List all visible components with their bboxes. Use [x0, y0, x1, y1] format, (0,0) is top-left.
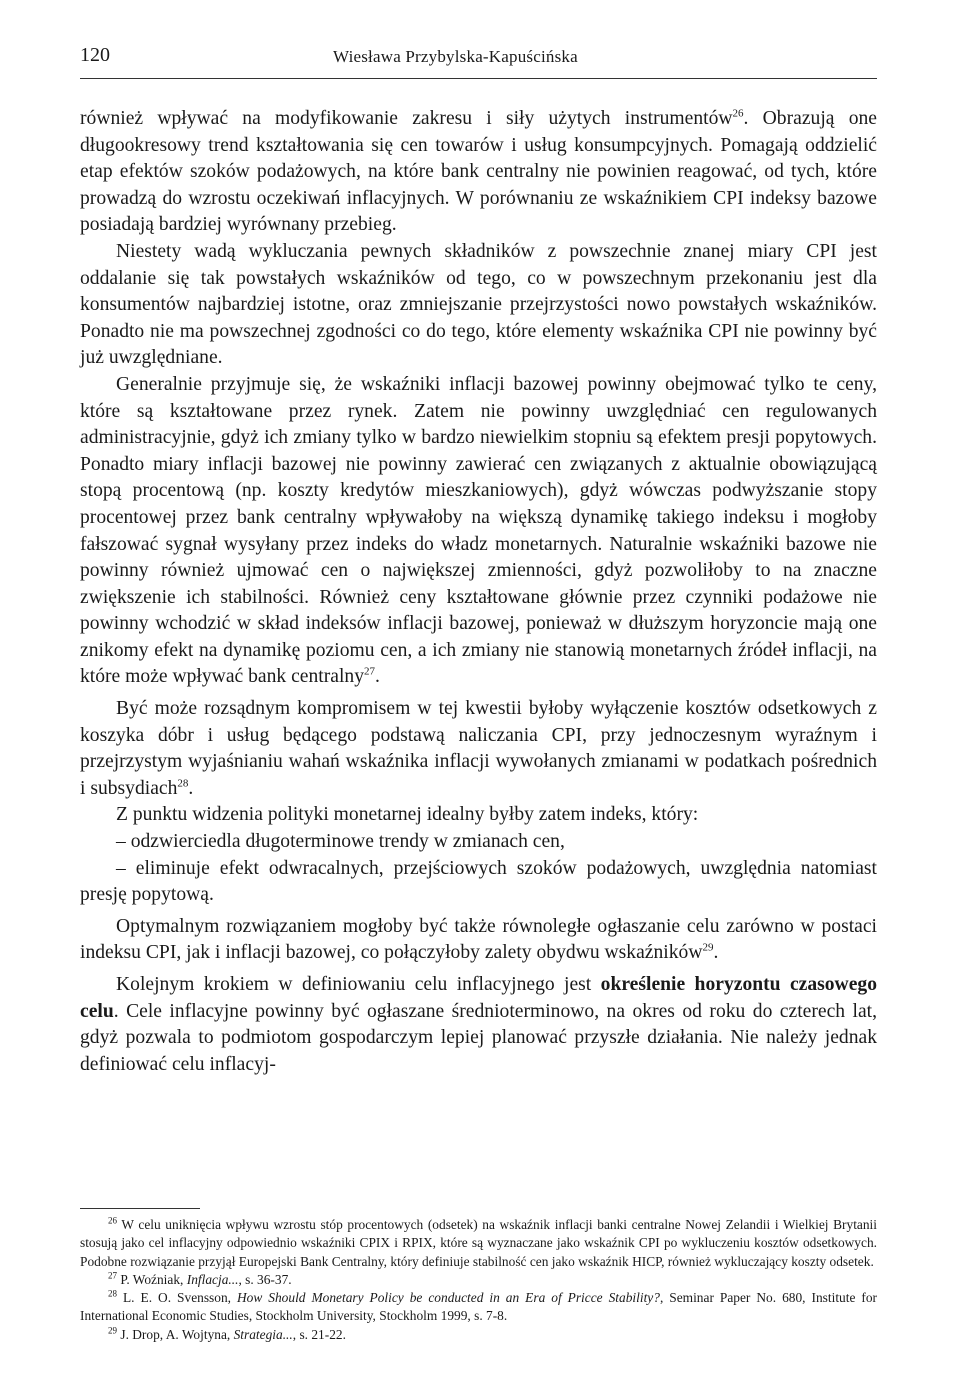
- footnote-27: [80, 1271, 877, 1289]
- footnote-number: 28: [108, 1288, 117, 1299]
- footnote-text: L. E. O. Svensson,: [123, 1290, 237, 1306]
- footnote-number: 26: [108, 1215, 117, 1226]
- footnote-28: [80, 1289, 877, 1326]
- footnote-ref-28[interactable]: 28: [177, 777, 189, 790]
- footnote-title: Inflacja...: [186, 1271, 239, 1287]
- footnote-separator: [80, 1208, 200, 1209]
- paragraph-4: Być może rozsądnym kompromisem w tej kwestii byłoby wyłączenie kosztów odsetkowych z koszyka dóbr i usług będącego podstawą naliczania CPI, przy jednoczesnym wyraźnym i przejrzystym wyjaśnianiu wahań wskaźnika inflacji wywołanych zmianami w podatkach pośrednich i subsydiach$^{28}$.: [80, 698, 877, 799]
- list-intro: Z punktu widzenia polityki monetarnej idealny byłby zatem indeks, który:: [116, 804, 699, 826]
- footnote-text: P. Woźniak,: [120, 1271, 187, 1287]
- paragraph-1: również wpływać na modyfikowanie zakresu i siły użytych instrumentów$^{26}$. Obrazują one długookresowy trend kształtowania się cen towarów i usług konsumpcyjnych. Pomagają oddzielić etap efektów szoków podażowych, na które bank centralny nie powinien reagować, od tych, które prowadzą do wzrostu oczekiwań inflacyjnych. W porównaniu ze wskaźnikiem CPI indeksy bazowe posiadają bardziej wyrównany przebieg.: [80, 107, 877, 236]
- page-number: 120: [80, 44, 110, 66]
- footnote-text: W celu uniknięcia wpływu wzrostu stóp procentowych (odsetek) na wskaźnik inflacji banki centralne Nowej Zelandii i Wielkiej Brytanii stosują jako cel inflacyjny odpowiednio wskaźniki CPIX i RPIX, które są wyznaczane jako wskaźnik CPI po wykluczeniu kosztów odsetkowych. Podobne rozwiązanie przyjął Europejski Bank Centralny, który definiuje stabilność cen jako wskaźnik HICP, również wykluczający koszty odsetek.: [80, 1217, 877, 1269]
- body-text: [80, 106, 877, 1078]
- footnote-title: How Should Monetary Policy be conducted in an Era of Pricce Stability?: [237, 1290, 660, 1306]
- paragraph-6: Optymalnym rozwiązaniem mogłoby być także równoległe ogłaszanie celu zarówno w postaci indeksu CPI, jak i inflacji bazowej, co połączyłoby zalety obydwu wskaźników$^{29}$.: [80, 915, 877, 964]
- footnote-ref-27[interactable]: 27: [364, 665, 375, 678]
- footnote-text: J. Drop, A. Wojtyna,: [120, 1326, 234, 1342]
- paragraph-5: [80, 802, 877, 908]
- footnote-ref-29[interactable]: 29: [702, 941, 714, 954]
- paragraph-2: Niestety wadą wykluczania pewnych składników z powszechnie znanej miary CPI jest oddalanie się tak powstałych wskaźników od tego, co w powszechnym przekonaniu jest dla konsumentów najbardziej istotne, oraz zmniejszanie przejrzystości nowo powstałych wskaźników. Ponadto nie ma powszechnej zgodności co do tego, które elementy wskaźnika CPI nie powinny być już uwzględniane.: [80, 240, 877, 369]
- paragraph-3: Generalnie przyjmuje się, że wskaźniki inflacji bazowej powinny obejmować tylko te ceny, które są kształtowane przez rynek. Zatem nie powinny uwzględniać cen regulowanych administracyjnie, gdyż ich zmiany tylko w bardzo niewielkim stopniu są efektem presji popytowych. Ponadto miary inflacji bazowej nie powinny zawierać cen związanych z aktualnie obowiązującą stopą procentową (np. koszty kredytów mieszkaniowych), gdyż wówczas podwyższanie stopy procentowej przez bank centralny wpływałoby na większą dynamikę takiego indeksu i mogłoby fałszować sygnał wysyłany przez indeks do władz monetarnych. Naturalnie wskaźniki bazowe nie powinny również ujmować cen o największej zmienności, gdyż pozwoliłoby to na znaczne zwiększenie ich stabilności. Również ceny kształtowane głównie przez czynniki podażowe nie powinny wchodzić w skład indeksów inflacji bazowej, ponieważ w dłuższym horyzoncie mają one znikomy efekt na dynamikę poziomu cen, a ich zmiany nie stanowią monetarnych źródeł inflacji, na które może wpływać bank centralny$^{27}$.: [80, 373, 877, 688]
- footnotes: [80, 1216, 877, 1344]
- paragraph-7: Kolejnym krokiem w definiowaniu celu inflacyjnego jest określenie horyzontu czasowego celu. Cele inflacyjne powinny być ogłaszane średnioterminowo, na okres od roku do czterech lat, gdyż pozwala to podmiotom gospodarczym lepiej planować przyszłe działania. Nie należy jednak definiować celu inflacyj-: [80, 974, 877, 1075]
- footnote-text: , s. 36-37.: [238, 1271, 292, 1287]
- footnote-text: , Seminar Paper No. 680, Institute for International Economic Studies, Stockholm University, Stockholm 1999, s. 7-8.: [80, 1290, 878, 1324]
- footnote-29: [80, 1326, 877, 1344]
- footnote-text: , s. 21-22.: [292, 1326, 346, 1342]
- footnote-title: Strategia...: [233, 1326, 293, 1342]
- footnote-ref-26[interactable]: 26: [732, 107, 744, 120]
- footnote-26: [80, 1216, 877, 1271]
- running-head: Wiesława Przybylska-Kapuścińska: [333, 47, 578, 66]
- footnote-number: 29: [108, 1325, 117, 1336]
- list-item-2: – eliminuje efekt odwracalnych, przejściowych szoków podażowych, uwzględnia natomiast presję popytową.: [80, 857, 877, 906]
- list-item-1: – odzwierciedla długoterminowe trendy w zmianach cen,: [116, 831, 565, 853]
- footnote-number: 27: [108, 1270, 117, 1281]
- page-header: [80, 44, 877, 79]
- bold-term: określenie horyzontu czasowego celu: [80, 974, 877, 1022]
